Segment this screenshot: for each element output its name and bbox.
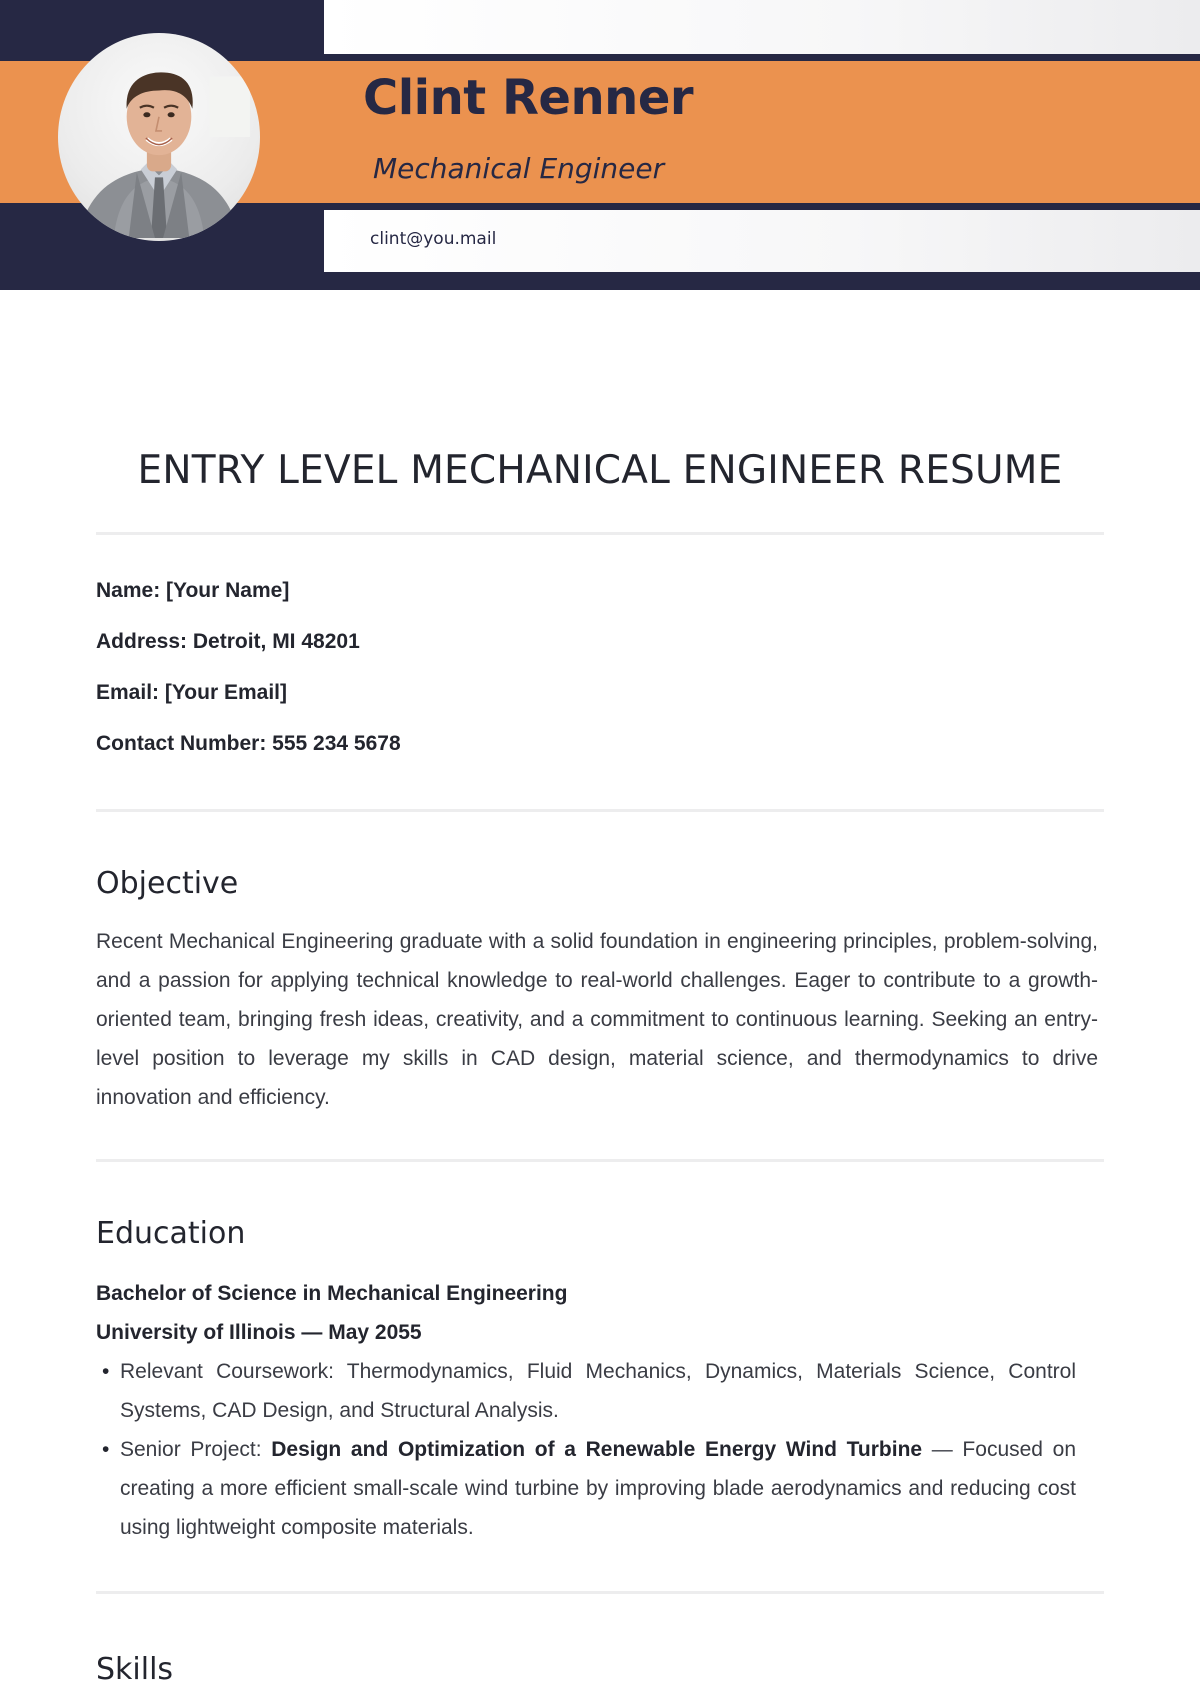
info-contact-number: Contact Number: 555 234 5678 — [96, 732, 401, 755]
skills-section — [96, 1594, 1104, 1690]
resume-body — [96, 440, 1104, 1690]
document-title: ENTRY LEVEL MECHANICAL ENGINEER RESUME — [137, 448, 1063, 493]
bullet-icon: • — [102, 1438, 110, 1461]
education-heading: Education — [96, 1216, 246, 1251]
education-degree: Bachelor of Science in Mechanical Engineering — [96, 1282, 568, 1305]
education-section — [96, 1162, 1104, 1547]
header-top-panel — [324, 0, 1200, 54]
skills-heading: Skills — [96, 1652, 174, 1687]
candidate-name: Clint Renner — [363, 70, 694, 126]
avatar — [58, 33, 260, 241]
list-item — [96, 1430, 1104, 1547]
project-title: Design and Optimization of a Renewable Energy Wind Turbine — [271, 1438, 923, 1461]
objective-heading: Objective — [96, 866, 239, 901]
avatar-portrait-icon — [58, 33, 260, 241]
bullet-icon: • — [102, 1360, 110, 1383]
info-email: Email: [Your Email] — [96, 681, 287, 704]
education-school: University of Illinois — May 2055 — [96, 1321, 422, 1344]
resume-header — [0, 0, 1200, 290]
education-list — [96, 1352, 1104, 1547]
info-name: Name: [Your Name] — [96, 579, 290, 602]
candidate-role: Mechanical Engineer — [373, 152, 665, 185]
candidate-email: clint@you.mail — [370, 229, 497, 249]
project-description: — Focused on creating a more efficient small-scale wind turbine by improving blade aerodynamics and reducing cost using lightweight composite materials. — [120, 1438, 1077, 1539]
info-address: Address: Detroit, MI 48201 — [96, 630, 360, 653]
list-item — [96, 1352, 1104, 1430]
project-prefix: Senior Project: — [120, 1438, 272, 1461]
objective-text: Recent Mechanical Engineering graduate with a solid foundation in engineering principles, problem-solving, and a passion for applying technical knowledge to real-world challenges. Eager to contribute to a growth-oriented team, bringing fresh ideas, creativity, and a commitment to continuous learning. Seeking an entry-level position to leverage my skills in CAD design, material science, and thermodynamics to drive innovation and efficiency. — [96, 930, 1098, 1109]
coursework-text: Relevant Coursework: Thermodynamics, Fluid Mechanics, Dynamics, Materials Science, Control Systems, CAD Design, and Structural Analysis. — [120, 1360, 1076, 1422]
objective-section — [96, 812, 1104, 1117]
personal-info — [96, 535, 1104, 809]
